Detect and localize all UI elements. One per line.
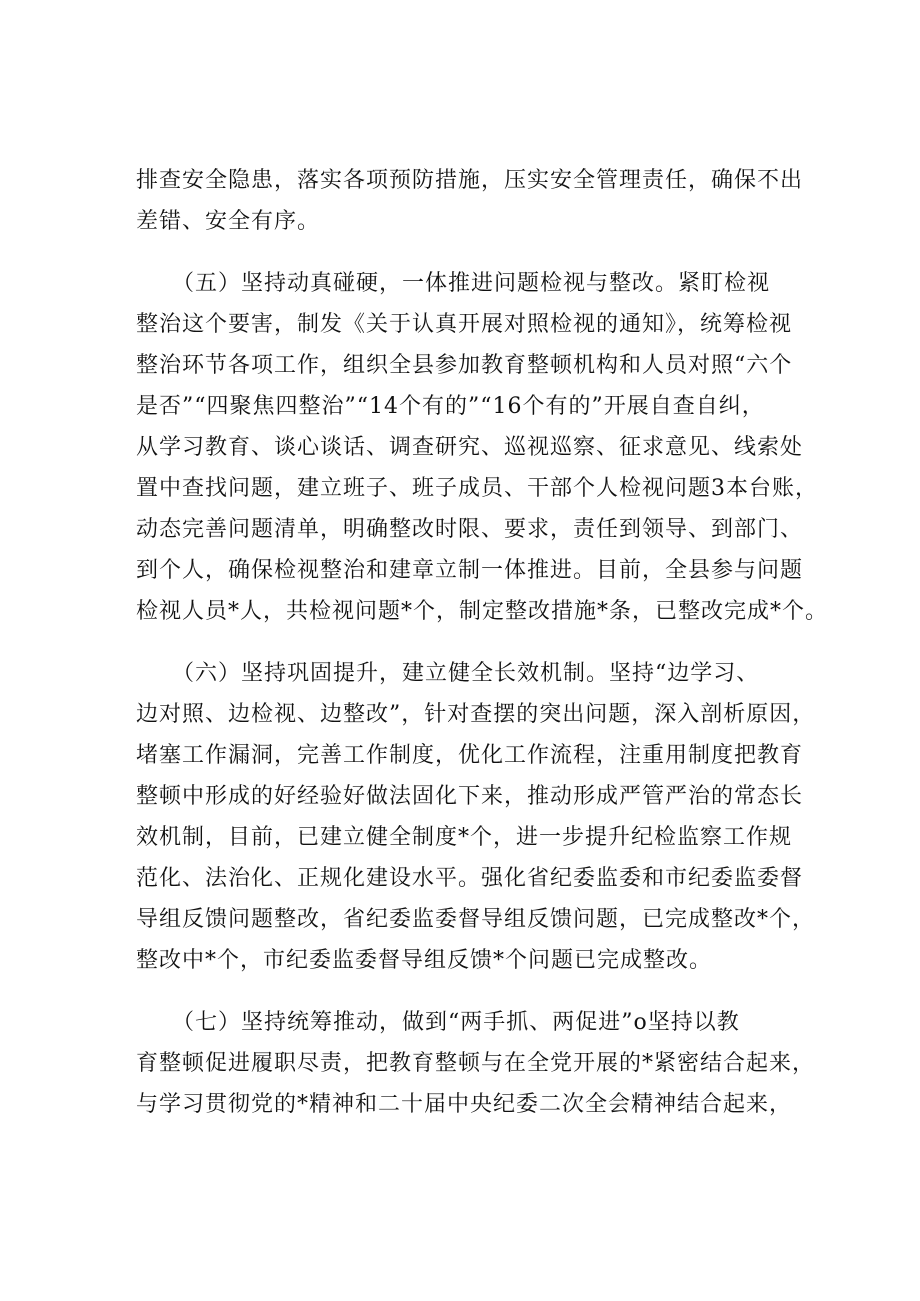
paragraph-line: （五）坚持动真碰硬，一体推进问题检视与整改。紧盯检视 bbox=[172, 271, 771, 296]
paragraph-line: 范化、法治化、正规化建设水平。强化省纪委监委和市纪委监委督 bbox=[136, 866, 804, 891]
paragraph-line: 差错、安全有序。 bbox=[136, 209, 321, 234]
paragraph-line: 整治这个要害，制发《关于认真开展对照检视的通知》，统筹检视 bbox=[136, 312, 793, 337]
paragraph-line: 整改中*个，市纪委监委督导组反馈*个问题已完成整改。 bbox=[136, 948, 713, 973]
paragraph-section-6 bbox=[136, 653, 816, 981]
paragraph-spacer bbox=[136, 981, 796, 1002]
paragraph-line: （六）坚持巩固提升，建立健全长效机制。坚持“边学习、 bbox=[172, 661, 760, 686]
paragraph-line: 检视人员*人，共检视问题*个，制定整改措施*条，已整改完成*个。 bbox=[136, 599, 829, 624]
paragraph-line: 导组反馈问题整改，省纪委监委督导组反馈问题，已完成整改*个， bbox=[136, 907, 816, 932]
paragraph-line: 堵塞工作漏洞，完善工作制度，优化工作流程，注重用制度把教育 bbox=[136, 743, 804, 768]
paragraph-line: 排查安全隐患，落实各项预防措施，压实安全管理责任，确保不出 bbox=[136, 168, 804, 193]
paragraph-line: 效机制，目前，已建立健全制度*个，进一步提升纪检监察工作规 bbox=[136, 825, 793, 850]
paragraph-spacer bbox=[136, 632, 796, 653]
paragraph-line: 育整顿促进履职尽责，把教育整顿与在全党开展的*紧密结合起来， bbox=[136, 1051, 816, 1076]
paragraph-line: 从学习教育、谈心谈话、调查研究、巡视巡察、征求意见、线索处 bbox=[136, 435, 804, 460]
paragraph-line: 到个人，确保检视整治和建章立制一体推进。目前，全县参与问题 bbox=[136, 558, 804, 583]
document-body bbox=[136, 160, 829, 1125]
paragraph-line: 边对照、边检视、边整改”，针对查摆的突出问题，深入剖析原因， bbox=[136, 702, 816, 727]
paragraph-line: 置中查找问题，建立班子、班子成员、干部个人检视问题3本台账， bbox=[136, 476, 818, 501]
paragraph-line: 与学习贯彻党的*精神和二十届中央纪委二次全会精神结合起来， bbox=[136, 1092, 793, 1117]
paragraph-safety-continuation bbox=[136, 160, 804, 242]
paragraph-line: 整顿中形成的好经验好做法固化下来，推动形成严管严治的常态长 bbox=[136, 784, 804, 809]
paragraph-spacer bbox=[136, 242, 796, 263]
paragraph-line: 整治环节各项工作，组织全县参加教育整顿机构和人员对照“六个 bbox=[136, 353, 793, 378]
paragraph-section-5 bbox=[136, 263, 829, 632]
paragraph-section-7 bbox=[136, 1002, 816, 1125]
paragraph-line: 是否”“四聚焦四整治”“14个有的”“16个有的”开展自查自纠， bbox=[136, 394, 765, 419]
paragraph-line: （七）坚持统筹推动，做到“两手抓、两促进”o坚持以教 bbox=[172, 1010, 740, 1035]
paragraph-line: 动态完善问题清单，明确整改时限、要求，责任到领导、到部门、 bbox=[136, 517, 804, 542]
